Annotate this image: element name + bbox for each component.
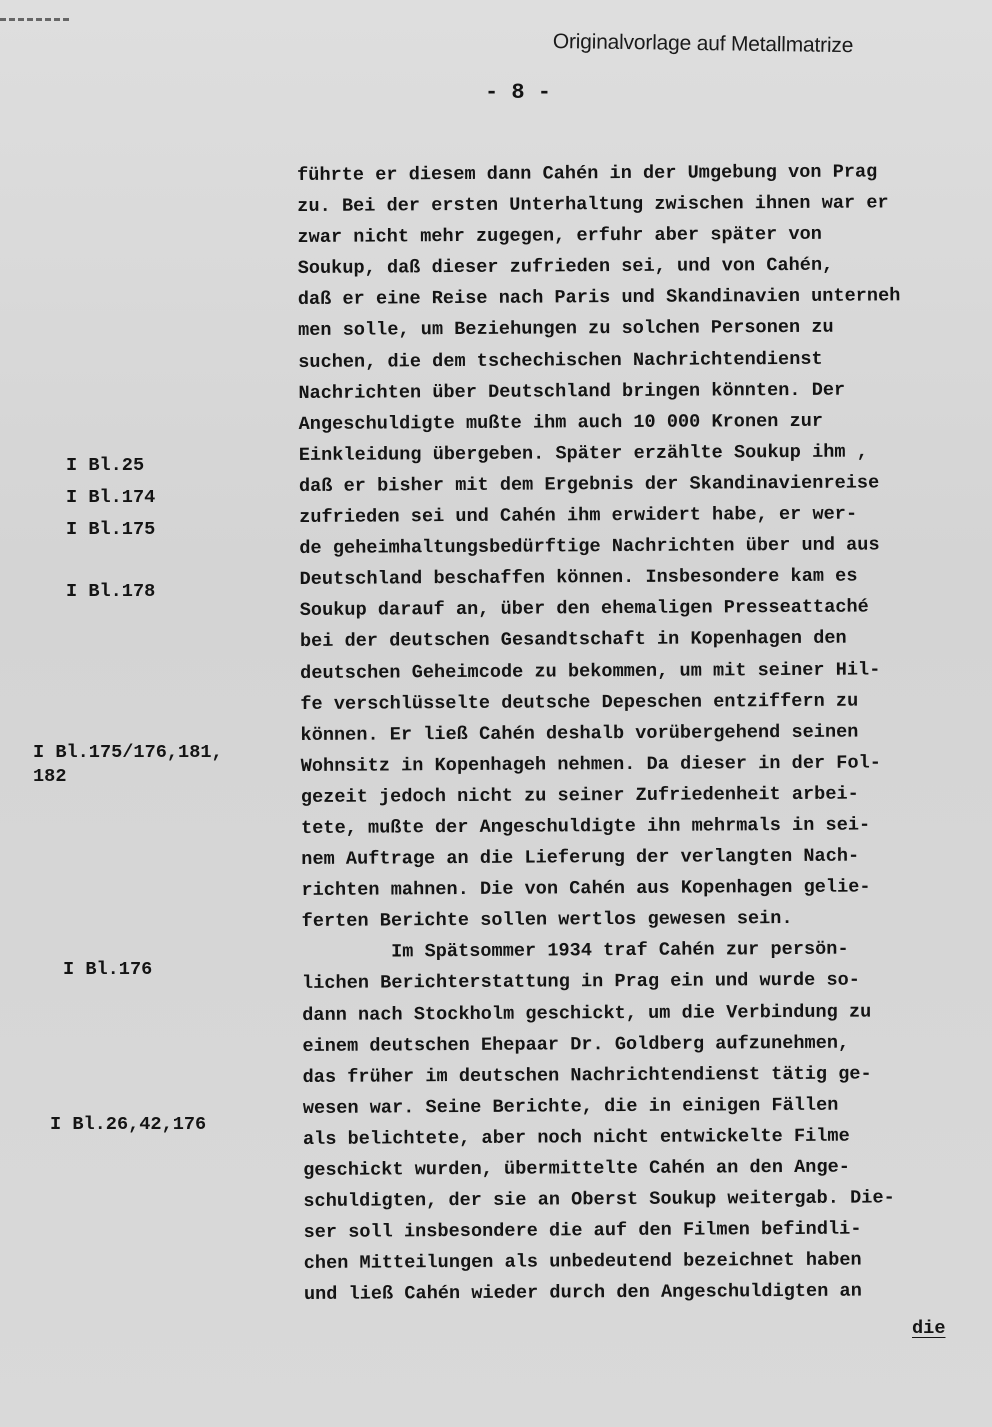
text-line: geschickt wurden, übermittelte Cahén an den Ange- [303,1156,850,1181]
header-note: Originalvorlage auf Metallmatrize [552,30,854,58]
text-line: und ließ Cahén wieder durch den Angeschuldigten an [303,1280,862,1306]
margin-note: I Bl.175/176,181, 182 [33,742,223,787]
text-line: Deutschland beschaffen können. Insbesondere kam es [299,565,858,591]
margin-note: I Bl.26,42,176 [50,1114,207,1135]
text-line: können. Er ließ Cahén deshalb vorübergehend seinen [300,721,859,746]
text-line: Wohnsitz in Kopenhageh nehmen. Da dieser in der Fol- [300,752,881,777]
text-line: ser soll insbesondere die auf den Filmen befindli- [303,1218,862,1244]
page-number: - 8 - [485,80,552,105]
text-line: deutschen Geheimcode zu bekommen, um mit seiner Hil- [300,658,881,684]
margin-note: I Bl.174 [66,487,156,508]
text-line: führte er diesem dann Cahén in der Umgebung von Prag [297,161,878,186]
text-line: Im Spätsommer 1934 traf Cahén zur persön- [301,938,849,964]
margin-note: I Bl.176 [63,959,153,980]
text-line: zwar nicht mehr zugegen, erfuhr aber später von [297,223,822,249]
text-line: Soukup darauf an, über den ehemaligen Presseattaché [299,596,869,622]
text-line: daß er eine Reise nach Paris und Skandinavien unterneh [297,285,901,311]
text-line: men solle, um Beziehungen zu solchen Personen zu [297,317,834,342]
text-line: bei der deutschen Gesandtschaft in Kopenhagen den [299,628,847,653]
text-line: Soukup, daß dieser zufrieden sei, und von Cahén, [297,255,834,280]
text-line: ferten Berichte sollen wertlos gewesen sein. [301,908,793,933]
text-line: zufrieden sei und Cahén ihm erwidert habe, er wer- [299,503,858,529]
text-line: fe verschlüsselte deutsche Depeschen entziffern zu [300,690,859,715]
text-line: das früher im deutschen Nachrichtendienst tätig ge- [302,1063,872,1088]
text-line: wesen war. Seine Berichte, die in einigen Fällen [302,1094,839,1119]
margin-note: I Bl.25 [66,455,145,476]
text-line: Angeschuldigte mußte ihm auch 10 000 Kronen zur [298,410,824,435]
text-line: de geheimhaltungsbedürftige Nachrichten über und aus [299,534,880,560]
text-line: suchen, die dem tschechischen Nachrichtendienst [298,348,823,373]
text-line: einem deutschen Ehepaar Dr. Goldberg aufzunehmen, [302,1032,850,1057]
continuation-word: die [912,1318,946,1339]
margin-note: I Bl.175 [66,519,156,540]
text-line: lichen Berichterstattung in Prag ein und wurde so- [301,970,860,995]
body-text [297,156,984,1311]
text-line: richten mahnen. Die von Cahén aus Kopenhagen gelie- [301,876,871,902]
text-line: gezeit jedoch nicht zu seiner Zufriedenheit arbei- [300,783,859,808]
text-line: Einkleidung übergeben. Später erzählte Soukup ihm , [298,441,868,466]
text-line: schuldigten, der sie an Oberst Soukup weitergab. Die- [303,1187,895,1213]
margin-note: I Bl.178 [66,581,156,602]
text-line: zu. Bei der ersten Unterhaltung zwischen ihnen war er [297,192,889,218]
text-line: tete, mußte der Angeschuldigte ihn mehrmals in sei- [301,814,871,839]
text-line: als belichtete, aber noch nicht entwickelte Filme [302,1125,850,1150]
text-line: Nachrichten über Deutschland bringen könnten. Der [298,379,846,404]
text-line: dann nach Stockholm geschickt, um die Verbindung zu [302,1001,872,1026]
text-line: daß er bisher mit dem Ergebnis der Skandinavienreise [298,472,880,497]
text-line: chen Mitteilungen als unbedeutend bezeichnet haben [303,1249,862,1275]
text-line: nem Auftrage an die Lieferung der verlangten Nach- [301,845,860,871]
margin-references [0,0,280,1427]
